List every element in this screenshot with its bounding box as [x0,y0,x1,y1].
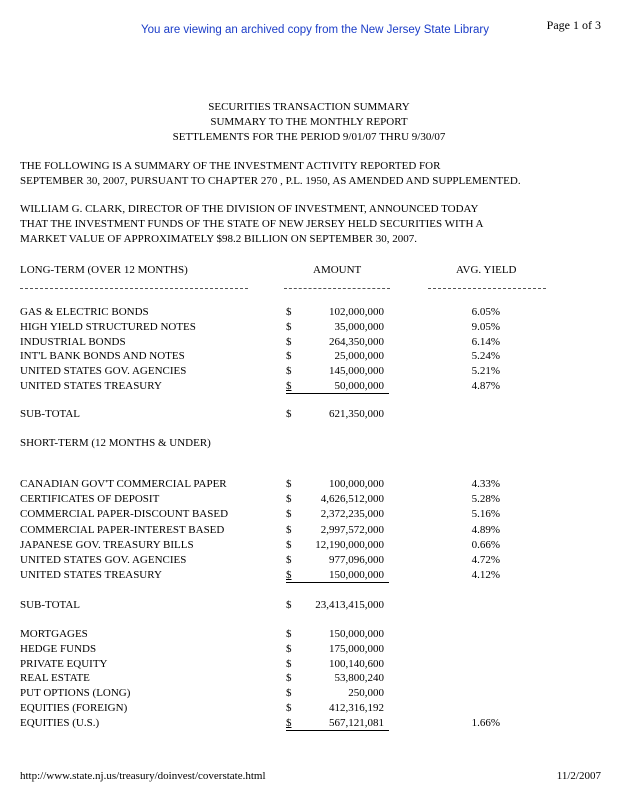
row-label: CANADIAN GOV'T COMMERCIAL PAPER [20,478,227,490]
row-dollar: $ [286,493,292,506]
subtotal-amount: 23,413,415,000 [315,599,384,611]
table-row [0,508,618,522]
row-amount: 100,140,600 [329,657,384,670]
intro-paragraph-2-line-1: WILLIAM G. CLARK, DIRECTOR OF THE DIVISION OF INVESTMENT, ANNOUNCED TODAY [20,203,479,215]
row-yield: 4.33% [471,478,500,490]
long-term-header: LONG-TERM (OVER 12 MONTHS) [20,264,188,276]
footer-url[interactable]: http://www.state.nj.us/treasury/doinvest/coverstate.html [20,770,266,782]
row-amount: 150,000,000 [329,569,384,582]
row-yield: 5.21% [471,365,500,378]
row-dollar: $ [286,335,292,348]
row-dollar: $ [286,365,292,378]
table-row [0,524,618,538]
row-dollar: $ [286,628,292,640]
header-rule-yield [428,288,546,289]
subtotal-amount: 621,350,000 [329,408,384,420]
row-amount: 53,800,240 [334,672,384,685]
row-dollar: $ [286,508,292,521]
header-rule-label [20,288,248,289]
row-amount: 145,000,000 [329,365,384,378]
table-row [0,336,618,350]
report-title-line3: SETTLEMENTS FOR THE PERIOD 9/01/07 THRU 9/30/07 [172,131,446,143]
row-dollar: $ [286,657,292,670]
row-amount: 35,000,000 [334,320,384,333]
total-underline [286,582,389,583]
footer-date: 11/2/2007 [556,770,601,782]
row-yield: 9.05% [471,320,500,333]
row-amount: 250,000 [348,687,384,700]
page-number: Page 1 of 3 [546,18,601,32]
row-label: COMMERCIAL PAPER-DISCOUNT BASED [20,508,229,521]
row-amount: 100,000,000 [329,478,384,490]
row-yield: 6.05% [471,306,500,318]
row-label: JAPANESE GOV. TREASURY BILLS [20,538,194,551]
row-label: PRIVATE EQUITY [20,657,108,670]
row-dollar: $ [286,672,292,685]
report-title-line1: SECURITIES TRANSACTION SUMMARY [208,101,410,113]
total-underline [286,393,389,394]
row-dollar: $ [286,554,292,566]
row-label: INDUSTRIAL BONDS [20,335,126,348]
table-row [0,687,618,701]
row-yield: 4.87% [471,380,500,392]
row-label: REAL ESTATE [20,672,90,685]
row-amount: 2,372,235,000 [320,508,384,521]
row-dollar: $ [286,306,292,318]
row-amount: 150,000,000 [329,628,384,640]
row-dollar: $ [286,716,292,729]
row-amount: 4,626,512,000 [320,493,384,506]
row-label: HEDGE FUNDS [20,642,97,655]
intro-paragraph-1-line-2: SEPTEMBER 30, 2007, PURSUANT TO CHAPTER 270 , P.L. 1950, AS AMENDED AND SUPPLEMENTED. [20,175,521,187]
row-amount: 567,121,081 [329,716,384,729]
row-dollar: $ [286,642,292,655]
row-yield: 5.16% [471,508,500,521]
table-row [0,478,618,492]
row-dollar: $ [286,538,292,551]
row-yield: 6.14% [471,335,500,348]
row-amount: 412,316,192 [329,702,384,714]
row-yield: 5.24% [471,350,500,363]
row-amount: 102,000,000 [329,306,384,318]
row-label: EQUITIES (FOREIGN) [20,702,128,714]
table-row [0,628,618,642]
avg-yield-header: AVG. YIELD [456,264,517,276]
subtotal-label: SUB-TOTAL [20,599,81,611]
row-amount: 264,350,000 [329,335,384,348]
row-amount: 2,997,572,000 [320,523,384,536]
subtotal-dollar: $ [286,599,292,611]
amount-header: AMOUNT [313,264,362,276]
short-term-header: SHORT-TERM (12 MONTHS & UNDER) [20,437,211,449]
row-label: COMMERCIAL PAPER-INTEREST BASED [20,523,225,536]
row-label: GAS & ELECTRIC BONDS [20,306,149,318]
row-label: UNITED STATES TREASURY [20,380,162,392]
table-row [0,702,618,716]
table-row [0,554,618,568]
row-label: CERTIFICATES OF DEPOSIT [20,493,160,506]
row-amount: 50,000,000 [334,380,384,392]
intro-paragraph-2-line-3: MARKET VALUE OF APPROXIMATELY $98.2 BILLION ON SEPTEMBER 30, 2007. [20,233,417,245]
table-row [0,350,618,364]
report-title-line2: SUMMARY TO THE MONTHLY REPORT [210,116,408,128]
row-yield: 0.66% [471,538,500,551]
row-yield: 1.66% [471,716,500,729]
row-label: EQUITIES (U.S.) [20,716,100,729]
table-row [0,643,618,657]
archive-banner: You are viewing an archived copy from the New Jersey State Library [141,24,489,36]
subtotal-label: SUB-TOTAL [20,408,81,420]
row-label: MORTGAGES [20,628,88,640]
row-amount: 12,190,000,000 [315,538,384,551]
row-label: UNITED STATES GOV. AGENCIES [20,365,187,378]
row-amount: 175,000,000 [329,642,384,655]
table-row [0,672,618,686]
table-row [0,658,618,672]
total-underline [286,730,389,731]
row-amount: 977,096,000 [329,554,384,566]
row-label: INT'L BANK BONDS AND NOTES [20,350,185,363]
table-row [0,365,618,379]
row-dollar: $ [286,350,292,363]
row-dollar: $ [286,478,292,490]
row-yield: 5.28% [471,493,500,506]
row-dollar: $ [286,569,292,582]
row-dollar: $ [286,523,292,536]
row-dollar: $ [286,380,292,392]
header-rule-amount [284,288,390,289]
table-row [0,321,618,335]
table-row [0,380,618,394]
table-row [0,306,618,320]
intro-paragraph-2-line-2: THAT THE INVESTMENT FUNDS OF THE STATE OF NEW JERSEY HELD SECURITIES WITH A [20,218,484,230]
table-row [0,539,618,553]
intro-paragraph-1-line-1: THE FOLLOWING IS A SUMMARY OF THE INVESTMENT ACTIVITY REPORTED FOR [20,160,441,172]
row-dollar: $ [286,702,292,714]
table-row [0,717,618,731]
row-dollar: $ [286,320,292,333]
short-term-subtotal [0,599,618,613]
row-dollar: $ [286,687,292,700]
long-term-subtotal [0,408,618,422]
row-label: PUT OPTIONS (LONG) [20,687,131,700]
subtotal-dollar: $ [286,408,292,420]
row-amount: 25,000,000 [334,350,384,363]
table-row [0,569,618,583]
row-label: UNITED STATES TREASURY [20,569,162,582]
row-yield: 4.12% [471,569,500,582]
row-yield: 4.72% [471,554,500,566]
row-label: UNITED STATES GOV. AGENCIES [20,554,187,566]
row-label: HIGH YIELD STRUCTURED NOTES [20,320,196,333]
table-row [0,493,618,507]
row-yield: 4.89% [471,523,500,536]
